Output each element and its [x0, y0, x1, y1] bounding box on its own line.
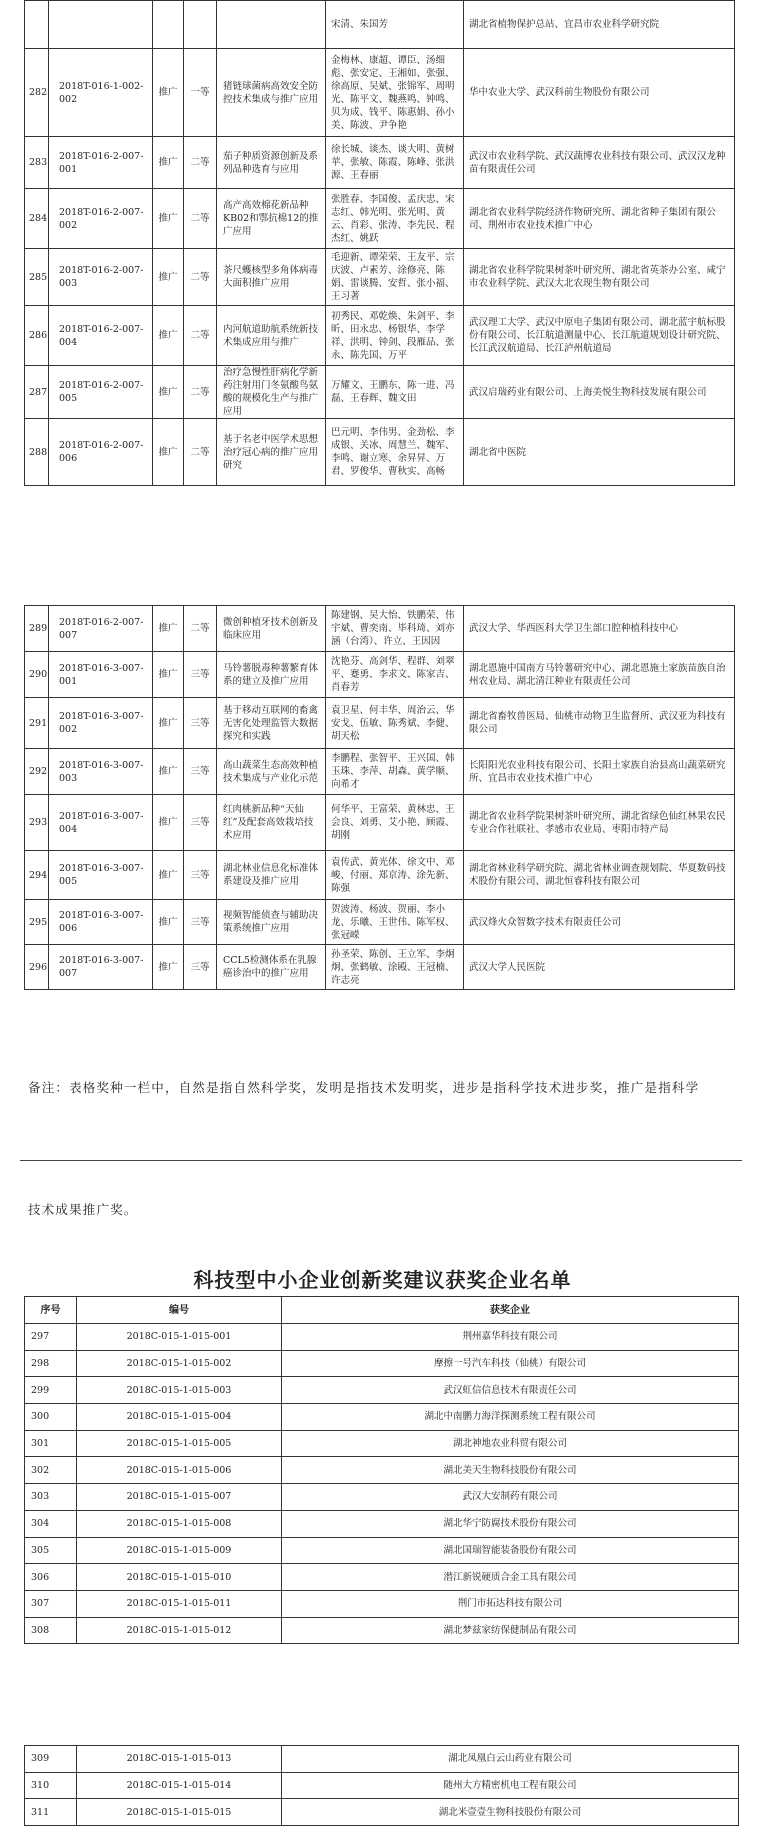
- enterprise-number: 303: [25, 1484, 77, 1511]
- contributors: 袁卫星、何丰华、周治云、华安戈、伍敏、陈秀斌、李健、胡天松: [326, 698, 464, 749]
- table-row: [25, 1, 735, 49]
- enterprise-code: 2018C-015-1-015-003: [77, 1377, 282, 1404]
- enterprise-name: 湖北神地农业科贸有限公司: [282, 1430, 739, 1457]
- table-row: [25, 1404, 739, 1431]
- row-number: 283: [25, 137, 49, 189]
- project-code: 2018T-016-2-007-005: [49, 366, 153, 419]
- organizations: 武汉大学、华西医科大学卫生部口腔种植科技中心: [464, 606, 735, 652]
- table-row: [25, 652, 735, 698]
- table-row: [25, 1772, 739, 1799]
- enterprise-code: 2018C-015-1-015-012: [77, 1617, 282, 1644]
- page-divider: [20, 1160, 742, 1161]
- contributors: 孙圣荣、陈创、王立军、李炯炯、张鹤敏、涂殿、王冠楠、许志亮: [326, 945, 464, 990]
- project-name: 高山蔬菜生态高效种植技术集成与产业化示范: [217, 749, 326, 795]
- table-note-line2: 技术成果推广奖。: [28, 1202, 138, 1217]
- enterprise-number: 302: [25, 1457, 77, 1484]
- table-row: [25, 366, 735, 419]
- enterprise-name: 湖北国瑞智能装备股份有限公司: [282, 1537, 739, 1564]
- project-name: 猪链球菌病高效安全防控技术集成与推广应用: [217, 49, 326, 137]
- project-name: 湖北林业信息化标准体系建设及推广应用: [217, 851, 326, 900]
- project-code: 2018T-016-3-007-004: [49, 795, 153, 851]
- projects-table-1: [24, 0, 735, 486]
- row-number: 287: [25, 366, 49, 419]
- award-grade: 二等: [184, 306, 217, 366]
- contributors: 毛迎新、谭荣荣、王友平、宗庆波、卢素芳、涂修亮、陈娟、雷谈腾、安哲、张小福、王习著: [326, 249, 464, 306]
- table-row: [25, 1564, 739, 1591]
- enterprise-code: 2018C-015-1-015-007: [77, 1484, 282, 1511]
- table-row: [25, 698, 735, 749]
- enterprise-table-1: [24, 1296, 739, 1644]
- award-type: 推广: [153, 606, 184, 652]
- enterprise-name: 荆州嘉华科技有限公司: [282, 1324, 739, 1351]
- project-name: 高产高效棉花新品种KB02和鄂抗棉12的推广应用: [217, 189, 326, 249]
- organizations: 湖北省林业科学研究院、湖北省林业调查规划院、华夏数码技术股份有限公司、湖北恒睿科技有限公司: [464, 851, 735, 900]
- row-number: 284: [25, 189, 49, 249]
- header-name: 获奖企业: [282, 1297, 739, 1324]
- award-type: 推广: [153, 137, 184, 189]
- award-type: 推广: [153, 189, 184, 249]
- table-row: [25, 1590, 739, 1617]
- enterprise-number: 298: [25, 1350, 77, 1377]
- enterprise-name: 湖北华宁防腐技术股份有限公司: [282, 1510, 739, 1537]
- contributors: 李鹏程、张智平、王兴国、韩玉珠、李萍、胡森、黄学顺、向希才: [326, 749, 464, 795]
- enterprise-name: 湖北中南鹏力海洋探测系统工程有限公司: [282, 1404, 739, 1431]
- project-code: 2018T-016-3-007-005: [49, 851, 153, 900]
- header-no: 序号: [25, 1297, 77, 1324]
- organizations: 武汉理工大学、武汉中原电子集团有限公司、湖北蓝宇航标股份有限公司、长江航道测量中心、长江航道规划设计研究院、长江武汉航道局、长江泸州航道局: [464, 306, 735, 366]
- table-row: [25, 1617, 739, 1644]
- award-type: 推广: [153, 698, 184, 749]
- project-name: 治疗急慢性肝病化学新药注射用门冬氨酸鸟氨酸的规模化生产与推广应用: [217, 366, 326, 419]
- table-row: [25, 1746, 739, 1773]
- award-type: 推广: [153, 652, 184, 698]
- award-grade: 三等: [184, 851, 217, 900]
- project-name: 马铃薯脱毒种薯繁育体系的建立及推广应用: [217, 652, 326, 698]
- project-name: 茄子种质资源创新及系列品种选育与应用: [217, 137, 326, 189]
- award-type: 推广: [153, 306, 184, 366]
- enterprise-code: 2018C-015-1-015-015: [77, 1799, 282, 1826]
- table-row: [25, 606, 735, 652]
- organizations: 湖北省中医院: [464, 419, 735, 486]
- row-number: 296: [25, 945, 49, 990]
- contributors: 初秀民、邓乾焕、朱剑平、李昕、田永忠、杨银华、李学祥、洪明、钟剑、段雁品、张永、陈先国、万平: [326, 306, 464, 366]
- award-type: 推广: [153, 749, 184, 795]
- enterprise-name: 武汉虹信信息技术有限责任公司: [282, 1377, 739, 1404]
- award-grade: 二等: [184, 189, 217, 249]
- organizations: 武汉市农业科学院、武汉蔬博农业科技有限公司、武汉汉龙种苗有限责任公司: [464, 137, 735, 189]
- project-code: 2018T-016-2-007-007: [49, 606, 153, 652]
- row-number: 289: [25, 606, 49, 652]
- enterprise-code: 2018C-015-1-015-006: [77, 1457, 282, 1484]
- enterprise-number: 308: [25, 1617, 77, 1644]
- award-grade: 三等: [184, 945, 217, 990]
- award-type: 推广: [153, 900, 184, 945]
- row-number: 286: [25, 306, 49, 366]
- project-code: [49, 1, 153, 49]
- enterprise-table-2: [24, 1745, 739, 1826]
- table-row: [25, 1324, 739, 1351]
- project-code: 2018T-016-3-007-003: [49, 749, 153, 795]
- enterprise-code: 2018C-015-1-015-010: [77, 1564, 282, 1591]
- organizations: 湖北省植物保护总站、宜昌市农业科学研究院: [464, 1, 735, 49]
- projects-table-2: [24, 605, 735, 990]
- award-type: [153, 1, 184, 49]
- project-code: 2018T-016-3-007-007: [49, 945, 153, 990]
- award-grade: 二等: [184, 606, 217, 652]
- contributors: 沈艳芬、高剑华、程群、刘翠平、蹇勇、李求文、陈家吉、肖春芳: [326, 652, 464, 698]
- table-row: [25, 1537, 739, 1564]
- table-row: [25, 137, 735, 189]
- award-grade: 一等: [184, 49, 217, 137]
- award-grade: 三等: [184, 749, 217, 795]
- table-row: [25, 1484, 739, 1511]
- organizations: 华中农业大学、武汉科前生物股份有限公司: [464, 49, 735, 137]
- organizations: 湖北省畜牧兽医局、仙桃市动物卫生监督所、武汉亚为科技有限公司: [464, 698, 735, 749]
- award-grade: 三等: [184, 795, 217, 851]
- award-grade: 二等: [184, 419, 217, 486]
- project-code: 2018T-016-2-007-006: [49, 419, 153, 486]
- table-row: [25, 1377, 739, 1404]
- table-row: [25, 1430, 739, 1457]
- enterprise-code: 2018C-015-1-015-004: [77, 1404, 282, 1431]
- enterprise-number: 301: [25, 1430, 77, 1457]
- row-number: 293: [25, 795, 49, 851]
- contributors: 徐长城、谈杰、谈大明、黄树苹、张敏、陈霞、陈峰、张洪源、王春丽: [326, 137, 464, 189]
- enterprise-number: 309: [25, 1746, 77, 1773]
- project-code: 2018T-016-1-002-002: [49, 49, 153, 137]
- contributors: 金梅林、康超、谭臣、汤细彪、张安定、王湘如、张强、徐高原、吴斌、张锦军、周明光、陈平文、魏燕鸣、钟鸣、贝为成、钱平、陈惠娟、孙小美、陈波、尹争艳: [326, 49, 464, 137]
- enterprise-number: 311: [25, 1799, 77, 1826]
- project-code: 2018T-016-3-007-002: [49, 698, 153, 749]
- contributors: 贺波涛、杨波、贺丽、李小龙、乐曦、王世伟、陈军权、张冠嵘: [326, 900, 464, 945]
- enterprise-code: 2018C-015-1-015-001: [77, 1324, 282, 1351]
- enterprise-name: 摩擦一号汽车科技（仙桃）有限公司: [282, 1350, 739, 1377]
- table-row: [25, 1510, 739, 1537]
- project-code: 2018T-016-2-007-001: [49, 137, 153, 189]
- organizations: 湖北省农业科学院果树茶叶研究所、湖北省绿色仙红林果农民专业合作社联社、孝感市农业局、枣阳市特产局: [464, 795, 735, 851]
- enterprise-list-title: 科技型中小企业创新奖建议获奖企业名单: [193, 1268, 572, 1292]
- table-row: [25, 1457, 739, 1484]
- table-row: [25, 900, 735, 945]
- project-name: 基于移动互联网的畜禽无害化处理监管大数据探究和实践: [217, 698, 326, 749]
- project-code: 2018T-016-2-007-004: [49, 306, 153, 366]
- table-row: [25, 419, 735, 486]
- project-name: 内河航道助航系统新技术集成应用与推广: [217, 306, 326, 366]
- enterprise-name: 湖北梦兹家纺保健制品有限公司: [282, 1617, 739, 1644]
- enterprise-number: 306: [25, 1564, 77, 1591]
- organizations: 湖北省农业科学院果树茶叶研究所、湖北省英茶办公室、咸宁市农业科学院、武汉大北农现生物有限公司: [464, 249, 735, 306]
- project-name: [217, 1, 326, 49]
- table-row: [25, 1350, 739, 1377]
- table-row: [25, 795, 735, 851]
- contributors: 万耀文、王鹏东、陈一进、冯磊、王春辉、魏文田: [326, 366, 464, 419]
- table-row: [25, 49, 735, 137]
- table-row: [25, 249, 735, 306]
- award-type: 推广: [153, 851, 184, 900]
- enterprise-code: 2018C-015-1-015-009: [77, 1537, 282, 1564]
- enterprise-number: 310: [25, 1772, 77, 1799]
- organizations: 武汉启瑞药业有限公司、上海美悦生物科技发展有限公司: [464, 366, 735, 419]
- contributors: 巴元明、李伟男、金劲松、李成银、关冰、周慧兰、魏军、李鸣、谢立寒、余昇昇、万君、罗俊华、曹秋实、高畅: [326, 419, 464, 486]
- row-number: 295: [25, 900, 49, 945]
- row-number: 294: [25, 851, 49, 900]
- table-row: [25, 851, 735, 900]
- project-code: 2018T-016-3-007-001: [49, 652, 153, 698]
- enterprise-name: 荆门市拓达科技有限公司: [282, 1590, 739, 1617]
- enterprise-name: 湖北米壹壹生物科技股份有限公司: [282, 1799, 739, 1826]
- row-number: 290: [25, 652, 49, 698]
- organizations: 武汉大学人民医院: [464, 945, 735, 990]
- project-name: 视频智能侦查与辅助决策系统推广应用: [217, 900, 326, 945]
- enterprise-number: 305: [25, 1537, 77, 1564]
- enterprise-number: 307: [25, 1590, 77, 1617]
- enterprise-name: 潜江新锐硬质合金工具有限公司: [282, 1564, 739, 1591]
- project-code: 2018T-016-2-007-003: [49, 249, 153, 306]
- enterprise-number: 299: [25, 1377, 77, 1404]
- enterprise-number: 304: [25, 1510, 77, 1537]
- table-note-line1: 备注：表格奖种一栏中，自然是指自然科学奖，发明是指技术发明奖，进步是指科学技术进步奖，推广是指科学: [28, 1080, 700, 1095]
- enterprise-name: 武汉大安制药有限公司: [282, 1484, 739, 1511]
- row-number: 291: [25, 698, 49, 749]
- table-row: [25, 189, 735, 249]
- table-row: [25, 945, 735, 990]
- organizations: 湖北省农业科学院经济作物研究所、湖北省种子集团有限公司、荆州市农业技术推广中心: [464, 189, 735, 249]
- award-type: 推广: [153, 945, 184, 990]
- award-grade: 二等: [184, 137, 217, 189]
- project-name: 基于名老中医学术思想治疗冠心病的推广应用研究: [217, 419, 326, 486]
- enterprise-name: 湖北美天生物科技股份有限公司: [282, 1457, 739, 1484]
- enterprise-code: 2018C-015-1-015-013: [77, 1746, 282, 1773]
- award-type: 推广: [153, 249, 184, 306]
- award-type: 推广: [153, 366, 184, 419]
- enterprise-header-row: [25, 1297, 739, 1324]
- contributors: 袁传武、黄光体、徐文中、邓峻、付丽、郑京涛、涂先新、陈强: [326, 851, 464, 900]
- award-grade: 三等: [184, 698, 217, 749]
- enterprise-code: 2018C-015-1-015-011: [77, 1590, 282, 1617]
- enterprise-code: 2018C-015-1-015-014: [77, 1772, 282, 1799]
- project-name: 红肉桃新品种“天仙红”及配套高效栽培技术应用: [217, 795, 326, 851]
- organizations: 湖北恩施中国南方马铃薯研究中心、湖北恩施土家族苗族自治州农业局、湖北清江种业有限责任公司: [464, 652, 735, 698]
- project-name: CCL5检测体系在乳腺癌诊治中的推广应用: [217, 945, 326, 990]
- table-row: [25, 306, 735, 366]
- row-number: 288: [25, 419, 49, 486]
- contributors: 宋清、朱国芳: [326, 1, 464, 49]
- enterprise-code: 2018C-015-1-015-002: [77, 1350, 282, 1377]
- award-grade: 二等: [184, 366, 217, 419]
- enterprise-name: 湖北凤凰白云山药业有限公司: [282, 1746, 739, 1773]
- enterprise-number: 297: [25, 1324, 77, 1351]
- project-code: 2018T-016-3-007-006: [49, 900, 153, 945]
- row-number: [25, 1, 49, 49]
- organizations: 长阳阳光农业科技有限公司、长阳土家族自治县高山蔬菜研究所、宜昌市农业技术推广中心: [464, 749, 735, 795]
- enterprise-name: 随州大方精密机电工程有限公司: [282, 1772, 739, 1799]
- project-code: 2018T-016-2-007-002: [49, 189, 153, 249]
- award-type: 推广: [153, 49, 184, 137]
- enterprise-number: 300: [25, 1404, 77, 1431]
- award-grade: 二等: [184, 249, 217, 306]
- award-grade: 三等: [184, 900, 217, 945]
- award-grade: [184, 1, 217, 49]
- header-code: 编号: [77, 1297, 282, 1324]
- contributors: 张胜春、李国俊、孟庆忠、宋志红、韩光明、张光明、黄云、肖彩、张涛、李先民、程杰红、姚跃: [326, 189, 464, 249]
- table-row: [25, 749, 735, 795]
- award-type: 推广: [153, 795, 184, 851]
- row-number: 292: [25, 749, 49, 795]
- contributors: 陈建钢、吴大怡、铁鹏荣、伟宇斌、曹奕南、毕科琦、刘亦涵（台湾）、许立、王因因: [326, 606, 464, 652]
- contributors: 何华平、王富荣、黄林忠、王会良、刘勇、艾小艳、顾霞、胡刚: [326, 795, 464, 851]
- row-number: 285: [25, 249, 49, 306]
- award-grade: 三等: [184, 652, 217, 698]
- award-type: 推广: [153, 419, 184, 486]
- project-name: 茶尺蠖核型多角体病毒大面积推广应用: [217, 249, 326, 306]
- row-number: 282: [25, 49, 49, 137]
- organizations: 武汉烽火众智数字技术有限责任公司: [464, 900, 735, 945]
- enterprise-code: 2018C-015-1-015-008: [77, 1510, 282, 1537]
- table-row: [25, 1799, 739, 1826]
- enterprise-code: 2018C-015-1-015-005: [77, 1430, 282, 1457]
- project-name: 微创种植牙技术创新及临床应用: [217, 606, 326, 652]
